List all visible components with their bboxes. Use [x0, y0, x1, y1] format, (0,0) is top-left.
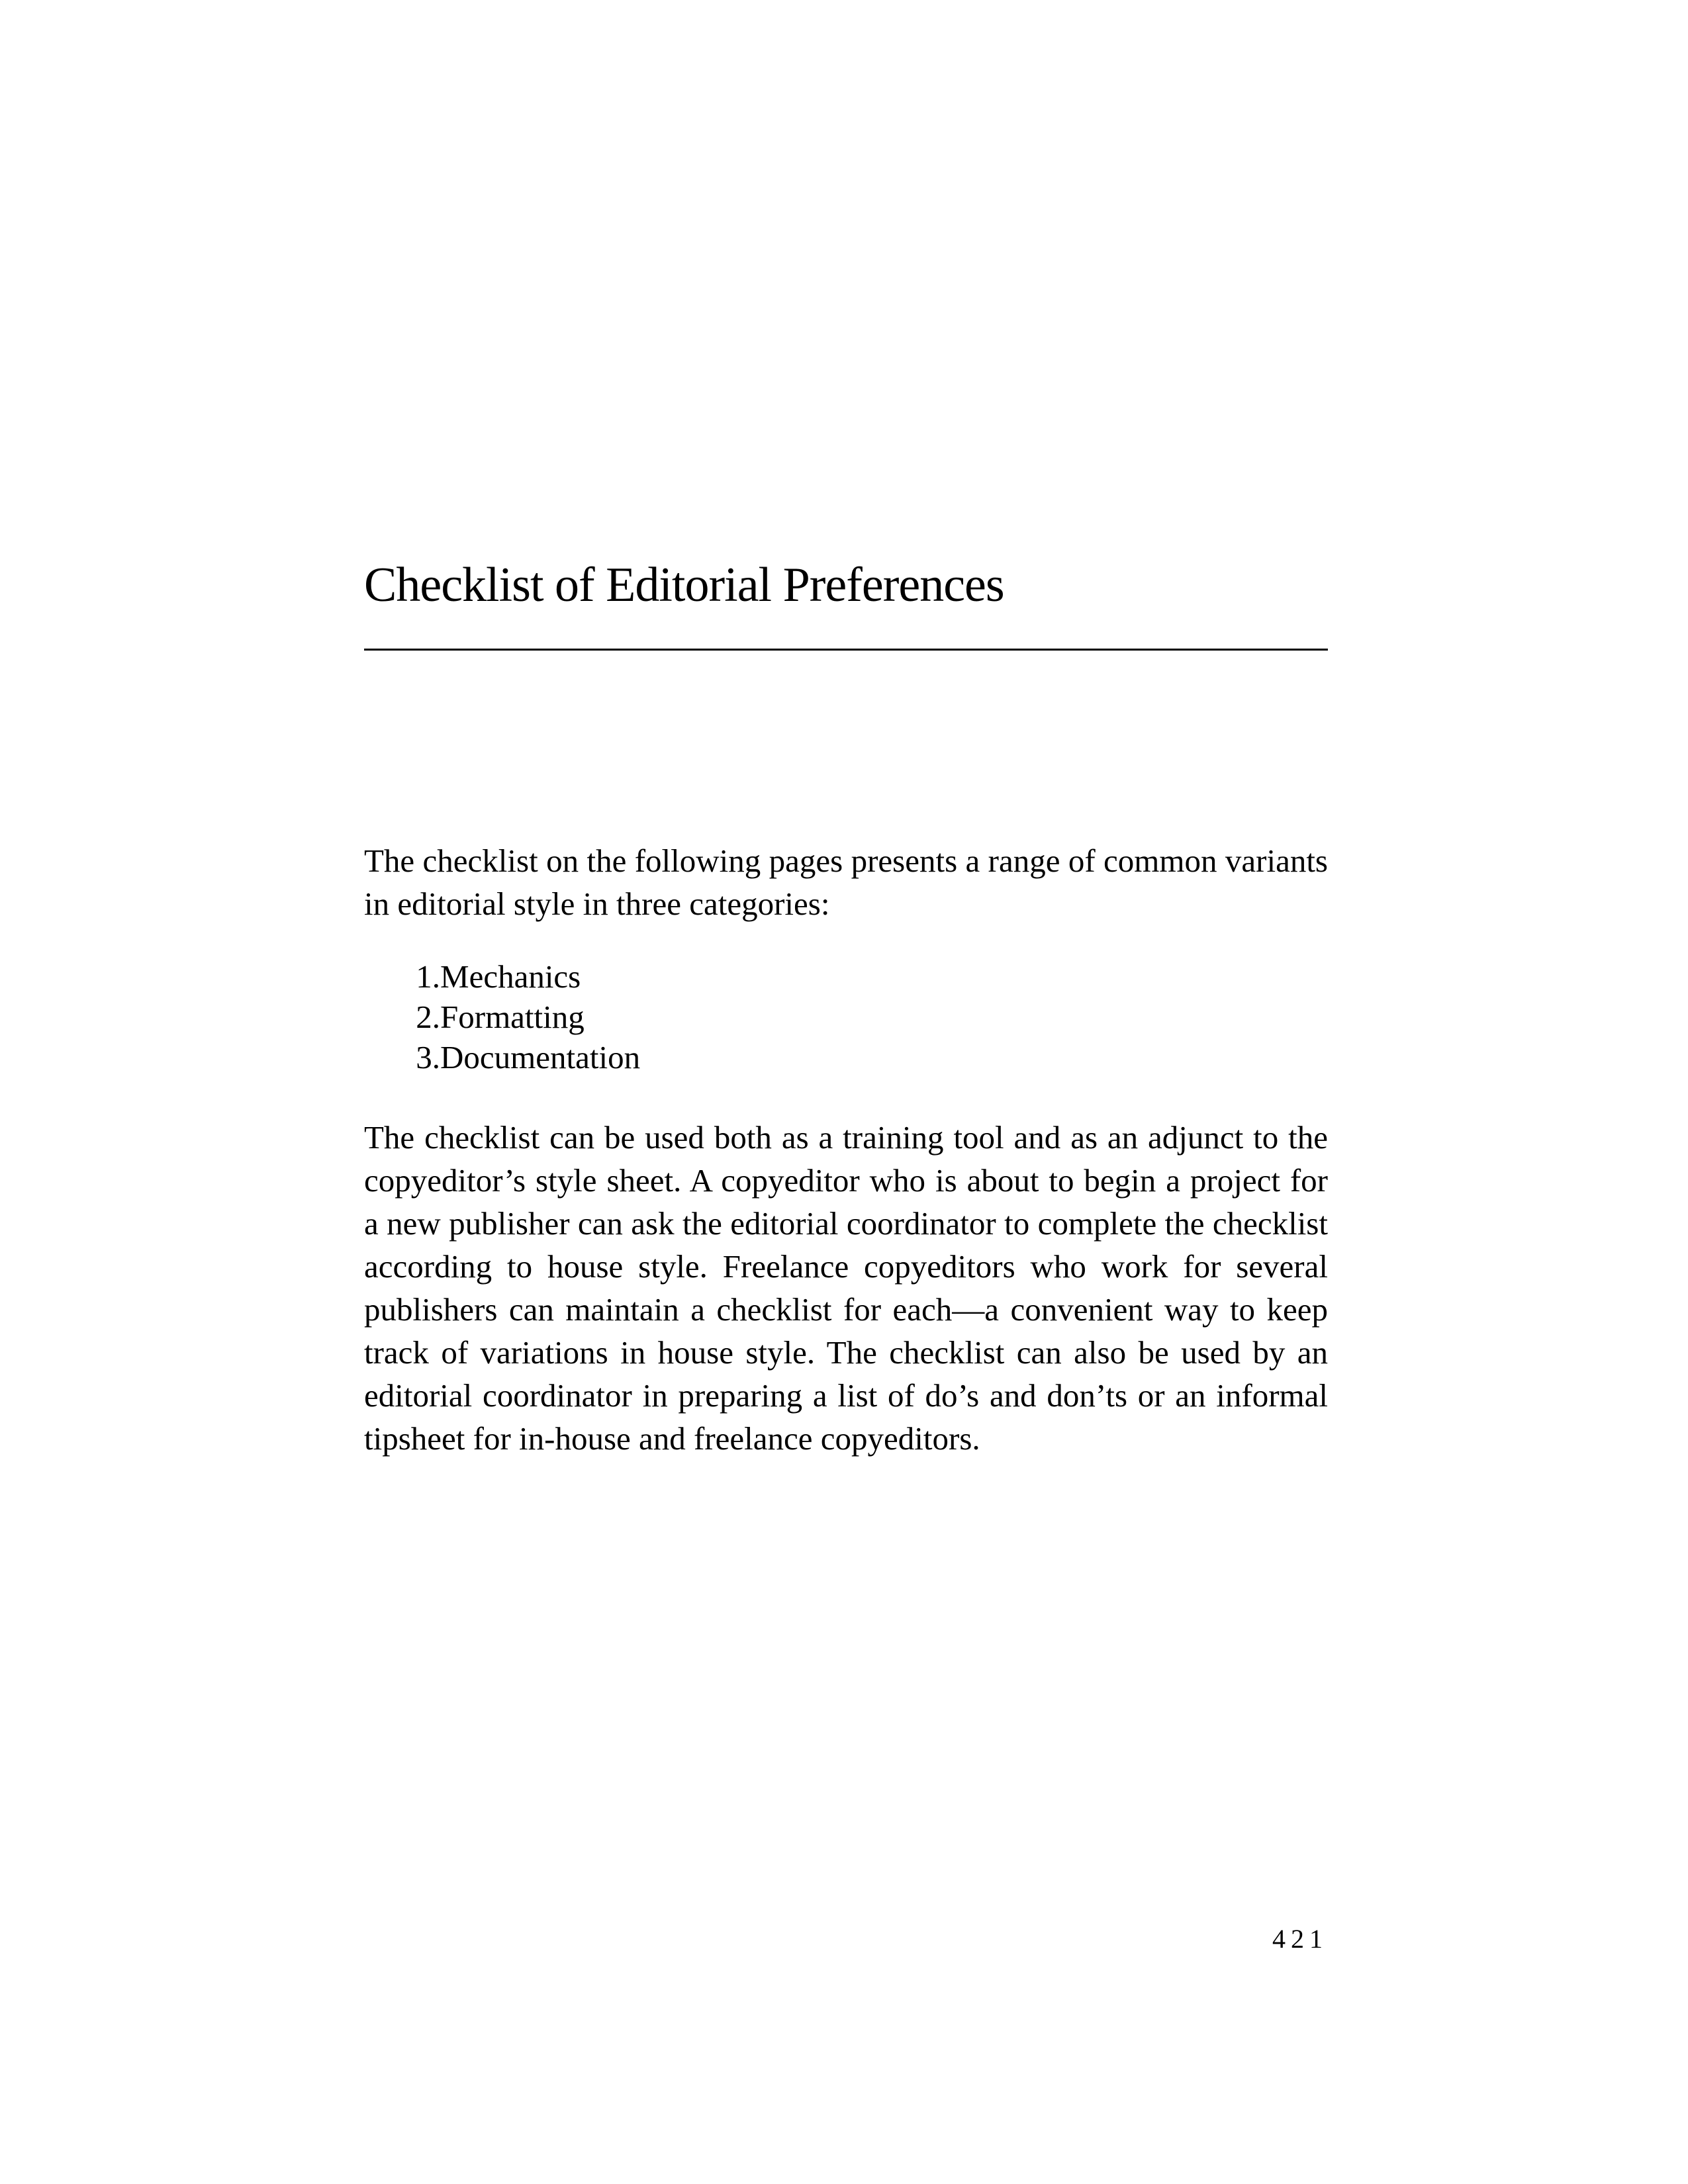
title-divider	[364, 649, 1328, 651]
category-number: 2.	[416, 999, 440, 1035]
category-list	[364, 956, 1328, 1077]
category-label: Formatting	[440, 999, 585, 1035]
page-number: 421	[1272, 1924, 1328, 1954]
page-title: Checklist of Editorial Preferences	[364, 558, 1004, 612]
category-item-formatting	[364, 997, 1328, 1037]
category-number: 1.	[416, 958, 440, 995]
description-paragraph: The checklist can be used both as a training tool and as an adjunct to the copyeditor’s style sheet. A copyeditor who is about to begin a project for a new publisher can ask the editorial coordinator to complete the checklist according to house style. Freelance copyeditors who work for several publishers can maintain a checklist for each—a convenient way to keep track of variations in house style. The checklist can also be used by an editorial coordinator in preparing a list of do’s and don’ts or an informal tipsheet for in-house and freelance copyeditors.	[364, 1119, 1328, 1457]
category-item-mechanics	[364, 956, 1328, 997]
category-label: Documentation	[440, 1039, 641, 1075]
category-item-documentation	[364, 1037, 1328, 1077]
category-number: 3.	[416, 1039, 440, 1075]
category-label: Mechanics	[440, 958, 581, 995]
intro-paragraph: The checklist on the following pages presents a range of common variants in editorial style in three categories:	[364, 842, 1328, 922]
